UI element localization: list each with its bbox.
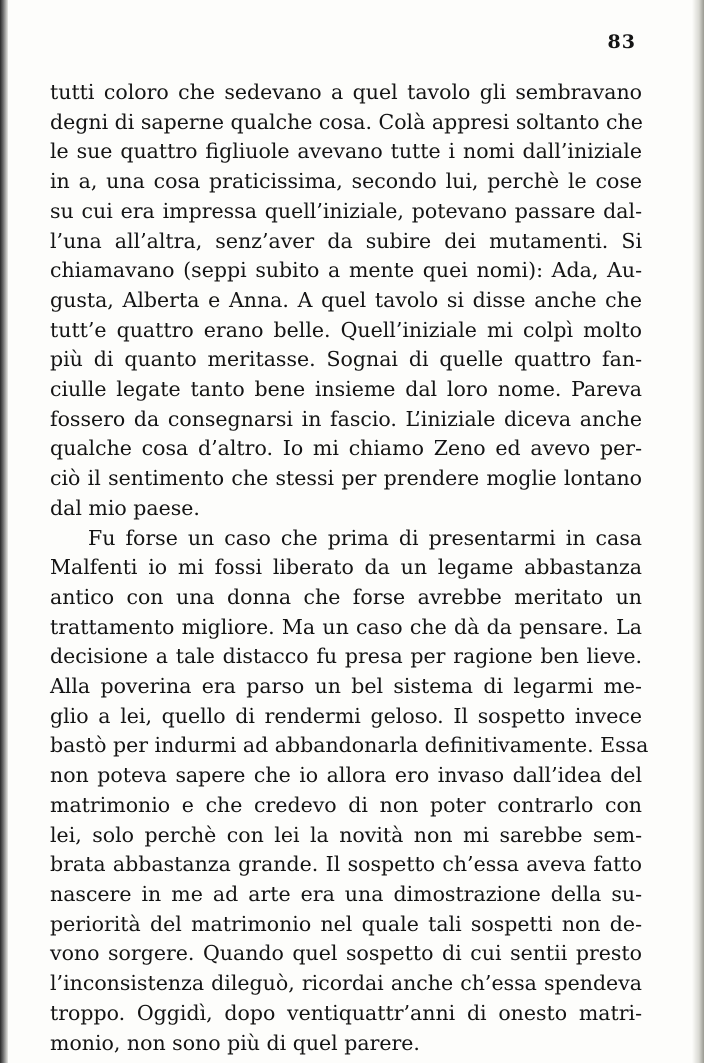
text-line: Fu forse un caso che prima di presentarmi in casa xyxy=(88,525,642,550)
text-line: gusta, Alberta e Anna. A quel tavolo si disse anche che xyxy=(50,287,642,312)
text-line: glio a lei, quello di rendermi geloso. Il sospetto invece xyxy=(50,703,642,728)
body-text xyxy=(50,78,649,1058)
text-line: chiamavano (seppi subito a mente quei nomi): Ada, Au- xyxy=(50,258,642,283)
page-number: 83 xyxy=(607,31,636,53)
text-line: tutt’e quattro erano belle. Quell’iniziale mi colpì molto xyxy=(50,317,642,342)
text-line: ciulle legate tanto bene insieme dal loro nome. Pareva xyxy=(50,377,642,402)
text-line: monio, non sono più di quel parere. xyxy=(50,1030,420,1055)
text-line: l’inconsistenza dileguò, ricordai anche ch’essa spendeva xyxy=(50,971,642,996)
text-line: in a, una cosa praticissima, secondo lui, perchè le cose xyxy=(50,169,642,194)
text-line: troppo. Oggidì, dopo ventiquattr’anni di onesto matri- xyxy=(50,1000,642,1025)
page-edge-shadow xyxy=(692,0,704,1063)
text-line: su cui era impressa quell’iniziale, potevano passare dal- xyxy=(50,198,642,223)
text-line: Alla poverina era parso un bel sistema di legarmi me- xyxy=(50,674,642,699)
text-line: più di quanto meritasse. Sognai di quelle quattro fan- xyxy=(50,347,642,372)
text-line: ciò il sentimento che stessi per prendere moglie lontano xyxy=(50,466,642,491)
text-line: vono sorgere. Quando quel sospetto di cui sentii presto xyxy=(50,941,642,966)
paragraph-1 xyxy=(50,78,642,524)
text-line: degni di saperne qualche cosa. Colà appresi soltanto che xyxy=(50,109,643,134)
text-line: trattamento migliore. Ma un caso che dà da pensare. La xyxy=(50,614,642,639)
text-line: matrimonio e che credevo di non poter contrarlo con xyxy=(50,792,642,817)
text-line: fossero da consegnarsi in fascio. L’iniziale diceva anche xyxy=(50,406,642,431)
page-spine-shadow xyxy=(0,0,8,1063)
paragraph-2 xyxy=(50,524,649,1059)
text-line: le sue quattro figliuole avevano tutte i nomi dall’iniziale xyxy=(50,139,642,164)
text-line: nascere in me ad arte era una dimostrazione della su- xyxy=(50,881,642,906)
text-line: antico con una donna che forse avrebbe meritato un xyxy=(50,584,642,609)
text-line: brata abbastanza grande. Il sospetto ch’essa aveva fatto xyxy=(50,852,642,877)
text-line: l’una all’altra, senz’aver da subire dei mutamenti. Si xyxy=(50,228,642,253)
text-line: lei, solo perchè con lei la novità non mi sarebbe sem- xyxy=(50,822,642,847)
text-line: qualche cosa d’altro. Io mi chiamo Zeno ed avevo per- xyxy=(50,436,642,461)
text-line: bastò per indurmi ad abbandonarla definitivamente. Essa xyxy=(50,733,649,758)
text-line: non poteva sapere che io allora ero invaso dall’idea del xyxy=(50,763,642,788)
text-line: decisione a tale distacco fu presa per ragione ben lieve. xyxy=(50,644,642,669)
text-line: Malfenti io mi fossi liberato da un legame abbastanza xyxy=(50,555,642,580)
text-line: dal mio paese. xyxy=(50,495,200,520)
text-line: tutti coloro che sedevano a quel tavolo gli sembravano xyxy=(50,80,642,104)
text-line: periorità del matrimonio nel quale tali sospetti non de- xyxy=(50,911,642,936)
